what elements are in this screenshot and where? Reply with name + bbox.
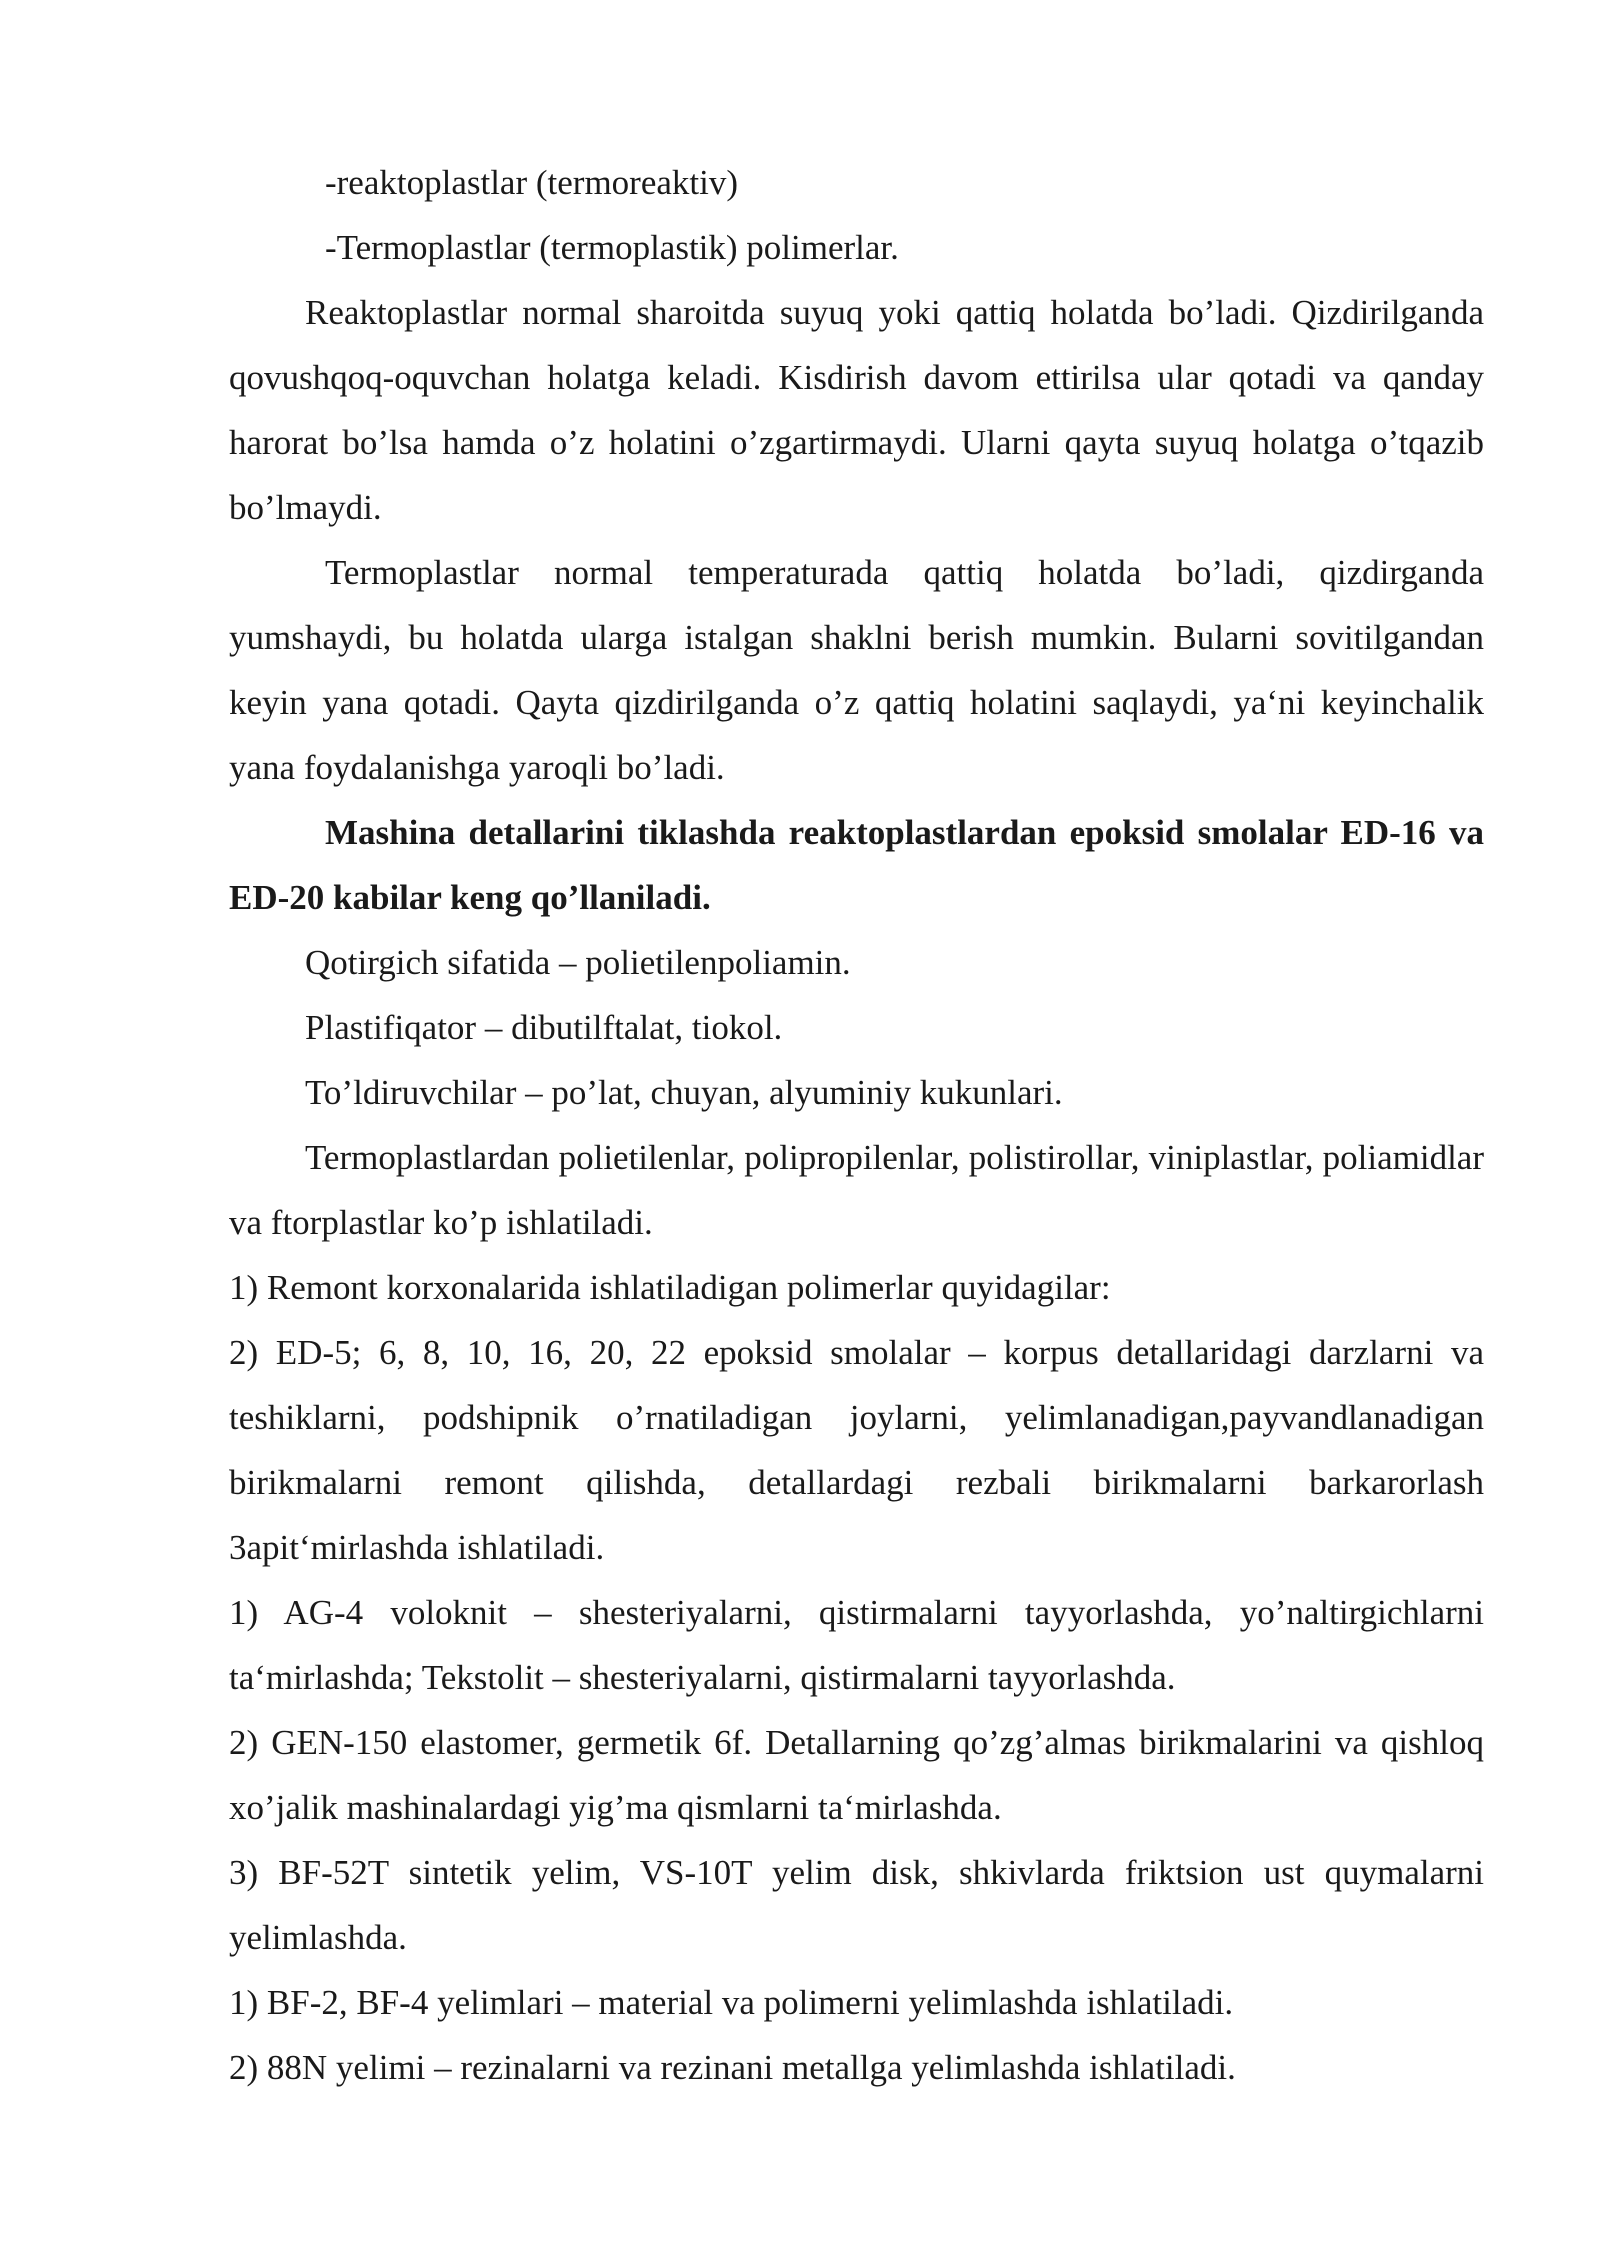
paragraph-termoplast-item: -Termoplastlar (termoplastik) polimerlar. <box>325 228 899 267</box>
paragraph-reaktoplast-description: Reaktoplastlar normal sharoitda suyuq yoki qattiq holatda bo’ladi. Qizdirilganda qovushqoq-oquvchan holatga keladi. Kisdirish davom ettirilsa ular qotadi va qanday harorat bo’lsa hamda o’z holatini o’zgartirmaydi. Ularni qayta suyuq holatga o’tqazib bo’lmaydi. <box>229 293 1484 527</box>
list-item: 1) BF-2, BF-4 yelimlari – material va polimerni yelimlashda ishlatiladi. <box>229 1983 1234 2022</box>
list-item: 2) GEN-150 elastomer, germetik 6f. Detallarning qo’zg’almas birikmalarini va qishloq xo’jalik mashinalardagi yig’ma qismlarni ta‘mirlashda. <box>229 1723 1484 1827</box>
paragraph-epoxy-heading: Mashina detallarini tiklashda reaktoplastlardan epoksid smolalar ED-16 va ED-20 kabilar keng qo’llaniladi. <box>229 813 1484 917</box>
paragraph-thermoplastics-used: Termoplastlardan polietilenlar, polipropilenlar, polistirollar, viniplastlar, poliamidlar va ftorplastlar ko’p ishlatiladi. <box>229 1138 1484 1242</box>
paragraph-plasticizer: Plastifiqator – dibutilftalat, tiokol. <box>305 1008 783 1047</box>
paragraph-termoplast-description: Termoplastlar normal temperaturada qattiq holatda bo’ladi, qizdirganda yumshaydi, bu holatda ularga istalgan shaklni berish mumkin. Bularni sovitilgandan keyin yana qotadi. Qayta qizdirilganda o’z qattiq holatini saqlaydi, ya‘ni keyinchalik yana foydalanishga yaroqli bo’ladi. <box>229 553 1484 787</box>
document-body <box>229 150 1484 2100</box>
paragraph-fillers: To’ldiruvchilar – po’lat, chuyan, alyuminiy kukunlari. <box>305 1073 1063 1112</box>
list-item: 1) Remont korxonalarida ishlatiladigan polimerlar quyidagilar: <box>229 1268 1111 1307</box>
list-item: 1) AG-4 voloknit – shesteriyalarni, qistirmalarni tayyorlashda, yo’naltirgichlarni ta‘mirlashda; Tekstolit – shesteriyalarni, qistirmalarni tayyorlashda. <box>229 1593 1484 1697</box>
list-item: 2) 88N yelimi – rezinalarni va rezinani metallga yelimlashda ishlatiladi. <box>229 2048 1236 2087</box>
paragraph-hardener: Qotirgich sifatida – polietilenpoliamin. <box>305 943 851 982</box>
paragraph-reaktoplast-item: -reaktoplastlar (termoreaktiv) <box>325 163 738 202</box>
list-item: 3) BF-52T sintetik yelim, VS-10T yelim disk, shkivlarda friktsion ust quymalarni yelimlashda. <box>229 1853 1484 1957</box>
list-item: 2) ED-5; 6, 8, 10, 16, 20, 22 epoksid smolalar – korpus detallaridagi darzlarni va teshiklarni, podshipnik o’rnatiladigan joylarni, yelimlanadigan,payvandlanadigan birikmalarni remont qilishda, detallardagi rezbali birikmalarni barkarorlash 3apit‘mirlashda ishlatiladi. <box>229 1333 1484 1567</box>
